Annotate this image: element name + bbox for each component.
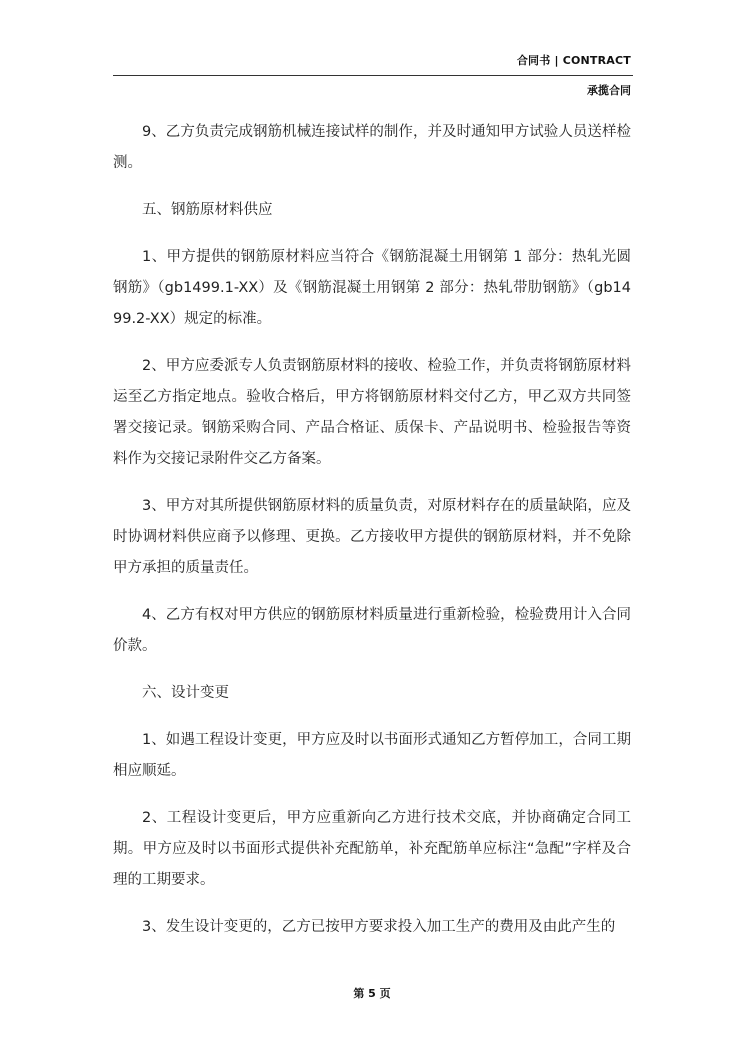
document-body (113, 117, 631, 959)
section-heading-design-change: 六、设计变更 (142, 685, 229, 701)
header-subtitle: 承揽合同 (587, 84, 631, 97)
paragraph-2-material-acceptance: 2、甲方应委派专人负责钢筋原材料的接收、检验工作，并负责将钢筋原材料运至乙方指定地点。验收合格后，甲方将钢筋原材料交付乙方，甲乙双方共同签署交接记录。钢筋采购合同、产品合格证、质保卡、产品说明书、检验报告等资料作为交接记录附件交乙方备案。 (113, 358, 631, 467)
section-heading-material-supply: 五、钢筋原材料供应 (142, 202, 273, 218)
paragraph-2-technical-briefing: 2、工程设计变更后，甲方应重新向乙方进行技术交底，并协商确定合同工期。甲方应及时以书面形式提供补充配筋单，补充配筋单应标注“急配”字样及合理的工期要求。 (113, 810, 631, 888)
paragraph-4-reinspection: 4、乙方有权对甲方供应的钢筋原材料质量进行重新检验，检验费用计入合同价款。 (113, 607, 631, 654)
paragraph-3-change-costs: 3、发生设计变更的，乙方已按甲方要求投入加工生产的费用及由此产生的 (142, 919, 616, 935)
paragraph-1-design-change-notice: 1、如遇工程设计变更，甲方应及时以书面形式通知乙方暂停加工，合同工期相应顺延。 (113, 732, 631, 779)
header-divider (113, 75, 633, 76)
page-number: 第 5 页 (353, 987, 391, 1000)
paragraph-9-sample-making: 9、乙方负责完成钢筋机械连接试样的制作，并及时通知甲方试验人员送样检测。 (113, 124, 631, 171)
paragraph-1-material-standard: 1、甲方提供的钢筋原材料应当符合《钢筋混凝土用钢第 1 部分：热轧光圆钢筋》（gb1499.1-XX）及《钢筋混凝土用钢第 2 部分：热轧带肋钢筋》（gb1499.2-XX）规定的标准。 (113, 249, 631, 327)
header-title: 合同书 | CONTRACT (516, 54, 631, 67)
paragraph-3-quality-responsibility: 3、甲方对其所提供钢筋原材料的质量负责，对原材料存在的质量缺陷，应及时协调材料供应商予以修理、更换。乙方接收甲方提供的钢筋原材料，并不免除甲方承担的质量责任。 (113, 498, 631, 576)
